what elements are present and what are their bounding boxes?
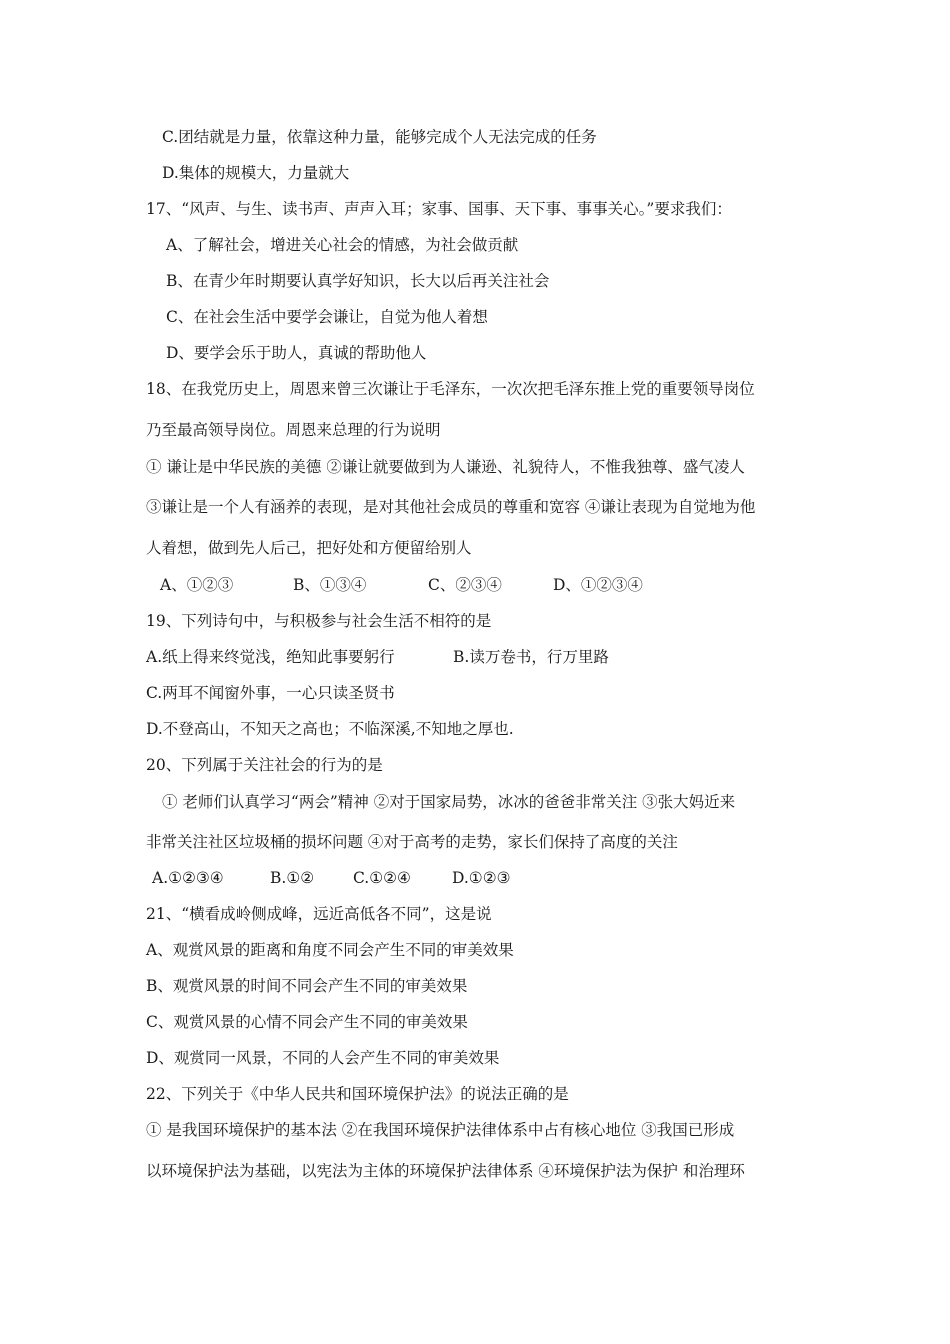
q20-stem: 20、下列属于关注社会的行为的是 bbox=[146, 756, 383, 774]
q19-option-b: B.读万卷书，行万里路 bbox=[453, 648, 609, 666]
q20-option: C.①②④ bbox=[353, 869, 411, 887]
q18-stem-line2: 乃至最高领导岗位。周恩来总理的行为说明 bbox=[146, 421, 441, 439]
q19-stem: 19、下列诗句中，与积极参与社会生活不相符的是 bbox=[146, 612, 492, 630]
q18-statements-line2: ③谦让是一个人有涵养的表现，是对其他社会成员的尊重和宽容 ④谦让表现为自觉地为他 bbox=[146, 498, 756, 516]
q21-stem: 21、“横看成岭侧成峰，远近高低各不同”，这是说 bbox=[146, 905, 492, 923]
q20-statements-line2: 非常关注社区垃圾桶的损坏问题 ④对于高考的走势，家长们保持了高度的关注 bbox=[146, 833, 678, 851]
q21-option-a: A、观赏风景的距离和角度不同会产生不同的审美效果 bbox=[146, 941, 514, 959]
q20-option: B.①② bbox=[270, 869, 315, 887]
q16-option-c: C.团结就是力量，依靠这种力量，能够完成个人无法完成的任务 bbox=[162, 128, 597, 146]
q21-option-b: B、观赏风景的时间不同会产生不同的审美效果 bbox=[146, 977, 468, 995]
q17-stem: 17、“风声、与生、读书声、声声入耳；家事、国事、天下事、事事关心。”要求我们： bbox=[146, 200, 732, 218]
q20-option: D.①②③ bbox=[452, 869, 511, 887]
q18-option: D、①②③④ bbox=[553, 576, 643, 594]
q18-statements-line1: ① 谦让是中华民族的美德 ②谦让就要做到为人谦逊、礼貌待人，不惟我独尊、盛气凌人 bbox=[146, 458, 745, 476]
q17-option-d: D、要学会乐于助人，真诚的帮助他人 bbox=[166, 344, 427, 362]
q20-statements-line1: ① 老师们认真学习“两会”精神 ②对于国家局势，冰冰的爸爸非常关注 ③张大妈近来 bbox=[162, 793, 736, 811]
q19-option-d: D.不登高山，不知天之高也；不临深溪,不知地之厚也. bbox=[146, 720, 514, 738]
q17-option-a: A、了解社会，增进关心社会的情感，为社会做贡献 bbox=[166, 236, 519, 254]
q21-option-c: C、观赏风景的心情不同会产生不同的审美效果 bbox=[146, 1013, 468, 1031]
q17-option-b: B、在青少年时期要认真学好知识，长大以后再关注社会 bbox=[166, 272, 550, 290]
q17-option-c: C、在社会生活中要学会谦让，自觉为他人着想 bbox=[166, 308, 488, 326]
q18-option: B、①③④ bbox=[293, 576, 367, 594]
q16-option-d: D.集体的规模大，力量就大 bbox=[162, 164, 350, 182]
q18-statements-line3: 人着想，做到先人后己，把好处和方便留给别人 bbox=[146, 539, 472, 557]
q18-option: C、②③④ bbox=[428, 576, 502, 594]
q19-option-a: A.纸上得来终觉浅，绝知此事要躬行 bbox=[146, 648, 395, 666]
q22-statements-line2: 以环境保护法为基础，以宪法为主体的环境保护法律体系 ④环境保护法为保护 和治理环 bbox=[146, 1162, 745, 1180]
q22-stem: 22、下列关于《中华人民共和国环境保护法》的说法正确的是 bbox=[146, 1085, 569, 1103]
q18-option: A、①②③ bbox=[160, 576, 234, 594]
q18-stem-line1: 18、在我党历史上，周恩来曾三次谦让于毛泽东，一次次把毛泽东推上党的重要领导岗位 bbox=[146, 380, 755, 398]
q21-option-d: D、观赏同一风景，不同的人会产生不同的审美效果 bbox=[146, 1049, 500, 1067]
q19-option-c: C.两耳不闻窗外事，一心只读圣贤书 bbox=[146, 684, 395, 702]
q22-statements-line1: ① 是我国环境保护的基本法 ②在我国环境保护法律体系中占有核心地位 ③我国已形成 bbox=[146, 1121, 735, 1139]
q20-option: A.①②③④ bbox=[152, 869, 224, 887]
